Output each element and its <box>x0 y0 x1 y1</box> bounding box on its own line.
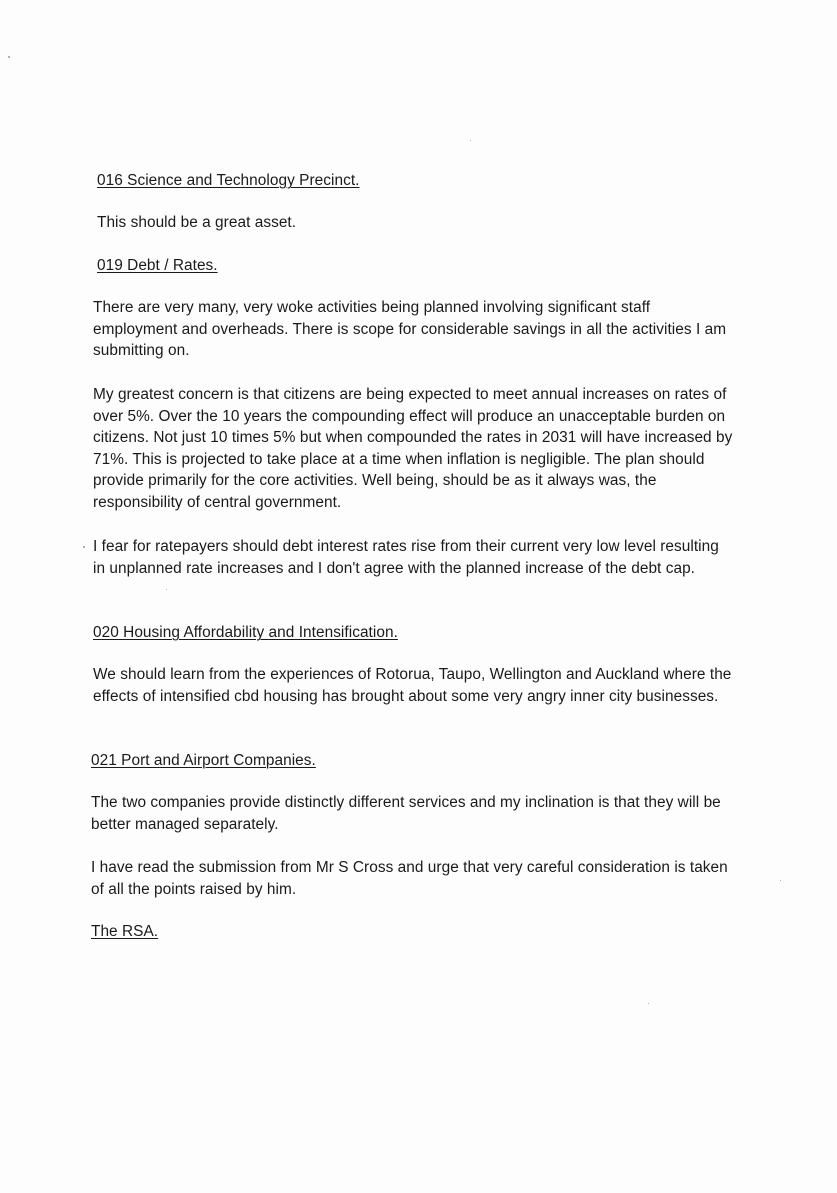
paragraph: This should be a great asset. <box>97 214 297 231</box>
section-heading-rsa: The RSA. <box>91 923 159 940</box>
scan-speck <box>166 589 167 590</box>
paragraph: My greatest concern is that citizens are being expected to meet annual increases on rates of over 5%. Over the 10 years the compounding effect will produce an unacceptable burden on citizens. Not just 10 times 5% but when compounded the rates in 2031 will have increased by 71%. This is projected to take place at a time when inflation is negligible. The plan should provide primarily for the core activities. Well being, should be as it always was, the responsibility of central government. <box>93 386 733 511</box>
scan-speck <box>780 880 781 881</box>
section-heading-021: 021 Port and Airport Companies. <box>91 752 316 769</box>
paragraph: We should learn from the experiences of Rotorua, Taupo, Wellington and Auckland where the effects of intensified cbd housing has brought about some very angry inner city businesses. <box>93 666 732 705</box>
section-heading-020: 020 Housing Affordability and Intensification. <box>93 624 398 641</box>
paragraph: The two companies provide distinctly different services and my inclination is that they will be better managed separately. <box>91 794 721 833</box>
section-heading-016: 016 Science and Technology Precinct. <box>97 172 360 189</box>
paragraph: I have read the submission from Mr S Cross and urge that very careful consideration is taken of all the points raised by him. <box>91 859 728 898</box>
section-heading-019: 019 Debt / Rates. <box>97 257 218 274</box>
paragraph: I fear for ratepayers should debt interest rates rise from their current very low level resulting in unplanned rate increases and I don't agree with the planned increase of the debt cap. <box>93 538 719 577</box>
scan-speck <box>8 56 10 58</box>
scan-speck <box>648 1003 649 1004</box>
scan-speck <box>83 546 85 548</box>
paragraph: There are very many, very woke activities being planned involving significant staff employment and overheads. There is scope for considerable savings in all the activities I am submitting on. <box>93 299 727 359</box>
scan-speck <box>470 140 471 141</box>
